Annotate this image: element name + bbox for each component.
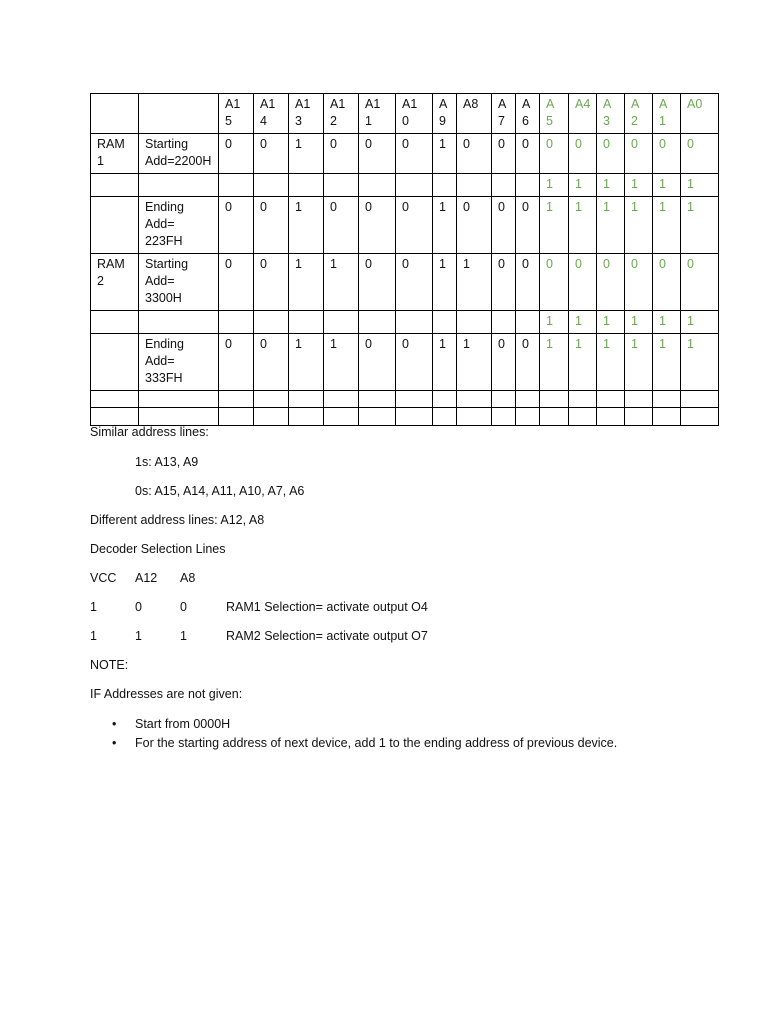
table-cell: 1 <box>569 197 597 254</box>
table-cell: 0 <box>396 134 433 174</box>
table-cell <box>396 311 433 334</box>
table-cell <box>139 94 219 134</box>
table-cell <box>219 311 254 334</box>
table-cell: 1 <box>457 334 492 391</box>
table-cell <box>653 391 681 408</box>
table-cell: 0 <box>569 134 597 174</box>
table-cell: Starting Add=2200H <box>139 134 219 174</box>
table-header-row <box>91 94 719 134</box>
table-cell: 0 <box>597 134 625 174</box>
table-cell: 0 <box>516 334 540 391</box>
table-cell <box>324 391 359 408</box>
table-cell <box>433 391 457 408</box>
list-item: • For the starting address of next device, add 1 to the ending address of previous device. <box>90 734 730 753</box>
table-cell: 1 <box>433 334 457 391</box>
table-cell: 1 <box>569 174 597 197</box>
table-cell: 1 <box>653 334 681 391</box>
table-cell <box>396 408 433 426</box>
similar-lines-heading: Similar address lines: <box>90 425 209 439</box>
table-cell: 1 <box>540 311 569 334</box>
table-cell: 1 <box>433 134 457 174</box>
table-cell: 1 <box>681 197 719 254</box>
table-cell: 0 <box>516 254 540 311</box>
list-item: • Start from 0000H <box>90 715 730 734</box>
table-cell: 1 <box>681 334 719 391</box>
table-cell: 0 <box>492 254 516 311</box>
table-cell: A1 2 <box>324 94 359 134</box>
table-cell <box>569 391 597 408</box>
table-cell <box>254 311 289 334</box>
table-cell <box>91 391 139 408</box>
table-cell: 0 <box>653 254 681 311</box>
table-cell <box>254 391 289 408</box>
table-cell <box>359 391 396 408</box>
table-cell: 1 <box>457 254 492 311</box>
table-cell: A1 5 <box>219 94 254 134</box>
table-row <box>91 134 719 174</box>
table-row <box>91 391 719 408</box>
decoder-heading: Decoder Selection Lines <box>90 542 226 556</box>
zeros-lines: 0s: A15, A14, A11, A10, A7, A6 <box>135 484 305 498</box>
table-cell <box>457 311 492 334</box>
table-cell <box>597 391 625 408</box>
table-cell <box>516 391 540 408</box>
table-cell <box>516 174 540 197</box>
table-cell: 0 <box>516 134 540 174</box>
table-cell: 0 <box>625 254 653 311</box>
table-cell: A 1 <box>653 94 681 134</box>
table-cell: A4 <box>569 94 597 134</box>
table-cell: 0 <box>625 134 653 174</box>
table-cell: A 2 <box>625 94 653 134</box>
table-cell <box>681 391 719 408</box>
decoder-row <box>90 598 690 616</box>
table-cell: 0 <box>324 197 359 254</box>
table-cell: A1 3 <box>289 94 324 134</box>
table-cell <box>396 174 433 197</box>
table-row <box>91 334 719 391</box>
table-cell: 0 <box>457 197 492 254</box>
table-cell <box>433 174 457 197</box>
table-cell: 0 <box>359 254 396 311</box>
table-cell <box>324 311 359 334</box>
table-cell: 0 <box>681 254 719 311</box>
table-cell: RAM 2 <box>91 254 139 311</box>
table-cell <box>492 174 516 197</box>
table-cell: 1 <box>653 197 681 254</box>
table-cell: 0 <box>516 197 540 254</box>
table-cell <box>492 311 516 334</box>
table-cell: A 3 <box>597 94 625 134</box>
table-cell: 0 <box>492 197 516 254</box>
table-cell: 0 <box>254 334 289 391</box>
decoder-header-a8: A8 <box>180 571 196 585</box>
table-cell: 0 <box>681 134 719 174</box>
table-cell: 0 <box>597 254 625 311</box>
table-cell <box>219 408 254 426</box>
table-cell: 0 <box>569 254 597 311</box>
table-cell: A 5 <box>540 94 569 134</box>
table-cell: 1 <box>597 334 625 391</box>
table-cell: 1 <box>625 197 653 254</box>
table-cell <box>324 408 359 426</box>
table-cell <box>254 408 289 426</box>
decoder-header-a12: A12 <box>135 571 158 585</box>
table-cell: 0 <box>457 134 492 174</box>
table-cell <box>540 391 569 408</box>
table-cell <box>359 174 396 197</box>
table-cell <box>433 311 457 334</box>
table-cell <box>396 391 433 408</box>
table-cell: 1 <box>433 254 457 311</box>
table-cell: 0 <box>540 134 569 174</box>
table-cell: 1 <box>569 334 597 391</box>
table-cell <box>91 311 139 334</box>
table-cell <box>359 408 396 426</box>
table-cell: 1 <box>681 311 719 334</box>
table-cell: 1 <box>324 334 359 391</box>
table-cell: 1 <box>625 311 653 334</box>
table-cell: 1 <box>597 311 625 334</box>
table-cell: 0 <box>219 134 254 174</box>
table-cell: A1 1 <box>359 94 396 134</box>
table-cell <box>492 391 516 408</box>
table-cell <box>597 408 625 426</box>
table-cell: 0 <box>492 334 516 391</box>
table-cell <box>625 408 653 426</box>
table-cell: 1 <box>540 334 569 391</box>
table-cell: 0 <box>219 197 254 254</box>
table-cell: 1 <box>540 174 569 197</box>
table-cell: 0 <box>492 134 516 174</box>
table-cell: A 6 <box>516 94 540 134</box>
table-cell: 1 <box>653 174 681 197</box>
table-cell: 0 <box>254 197 289 254</box>
table-cell: 0 <box>359 134 396 174</box>
table-cell <box>359 311 396 334</box>
table-cell <box>139 391 219 408</box>
table-cell <box>457 408 492 426</box>
decoder-vcc: 1 <box>90 629 97 643</box>
table-cell <box>653 408 681 426</box>
table-cell <box>457 391 492 408</box>
decoder-vcc: 1 <box>90 600 97 614</box>
table-cell <box>91 334 139 391</box>
different-lines: Different address lines: A12, A8 <box>90 513 265 527</box>
table-row <box>91 197 719 254</box>
table-row <box>91 174 719 197</box>
table-cell <box>219 391 254 408</box>
table-cell: 0 <box>254 134 289 174</box>
table-cell: 1 <box>289 197 324 254</box>
table-cell <box>139 311 219 334</box>
table-cell: 0 <box>396 254 433 311</box>
table-cell <box>516 311 540 334</box>
decoder-header-vcc: VCC <box>90 571 117 585</box>
ones-lines: 1s: A13, A9 <box>135 455 199 469</box>
table-cell <box>289 311 324 334</box>
decoder-header-row <box>90 569 690 587</box>
table-cell: 0 <box>219 334 254 391</box>
table-cell <box>324 174 359 197</box>
table-cell: 0 <box>324 134 359 174</box>
table-cell: 1 <box>324 254 359 311</box>
table-cell: 0 <box>359 334 396 391</box>
table-cell <box>289 408 324 426</box>
table-cell: 1 <box>653 311 681 334</box>
table-cell: 1 <box>681 174 719 197</box>
table-cell: 0 <box>396 334 433 391</box>
table-cell: 1 <box>625 334 653 391</box>
decoder-row <box>90 627 690 645</box>
table-cell: 1 <box>597 174 625 197</box>
table-cell <box>289 174 324 197</box>
table-row <box>91 254 719 311</box>
table-cell: 1 <box>289 254 324 311</box>
table-cell: A0 <box>681 94 719 134</box>
table-cell: A 9 <box>433 94 457 134</box>
table-cell <box>91 174 139 197</box>
if-not-given-label: IF Addresses are not given: <box>90 687 243 701</box>
table-cell: 0 <box>219 254 254 311</box>
table-cell: 0 <box>653 134 681 174</box>
table-cell: 0 <box>359 197 396 254</box>
table-cell: A1 4 <box>254 94 289 134</box>
table-cell: 0 <box>396 197 433 254</box>
table-cell <box>569 408 597 426</box>
table-cell: 1 <box>289 134 324 174</box>
table-cell <box>625 391 653 408</box>
table-cell: 0 <box>540 254 569 311</box>
table-cell: RAM 1 <box>91 134 139 174</box>
table-cell: A8 <box>457 94 492 134</box>
table-cell: 1 <box>569 311 597 334</box>
table-cell: 1 <box>433 197 457 254</box>
notes-list <box>90 715 730 753</box>
table-cell <box>492 408 516 426</box>
table-cell: Ending Add= 333FH <box>139 334 219 391</box>
decoder-a8: 1 <box>180 629 187 643</box>
table-cell <box>91 197 139 254</box>
table-cell <box>91 94 139 134</box>
table-cell <box>433 408 457 426</box>
table-cell <box>457 174 492 197</box>
decoder-description: RAM1 Selection= activate output O4 <box>226 600 428 614</box>
table-cell <box>681 408 719 426</box>
table-cell <box>516 408 540 426</box>
decoder-a12: 0 <box>135 600 142 614</box>
decoder-a12: 1 <box>135 629 142 643</box>
table-cell <box>139 174 219 197</box>
table-cell <box>219 174 254 197</box>
table-cell: Ending Add= 223FH <box>139 197 219 254</box>
table-cell: A 7 <box>492 94 516 134</box>
table-cell: Starting Add= 3300H <box>139 254 219 311</box>
table-cell <box>289 391 324 408</box>
table-cell: 1 <box>625 174 653 197</box>
table-cell <box>254 174 289 197</box>
table-cell: 1 <box>597 197 625 254</box>
table-cell: A1 0 <box>396 94 433 134</box>
table-row <box>91 311 719 334</box>
address-table <box>90 93 719 426</box>
table-cell <box>540 408 569 426</box>
table-cell: 1 <box>540 197 569 254</box>
decoder-description: RAM2 Selection= activate output O7 <box>226 629 428 643</box>
decoder-a8: 0 <box>180 600 187 614</box>
note-label: NOTE: <box>90 658 129 672</box>
table-cell: 0 <box>254 254 289 311</box>
table-cell: 1 <box>289 334 324 391</box>
